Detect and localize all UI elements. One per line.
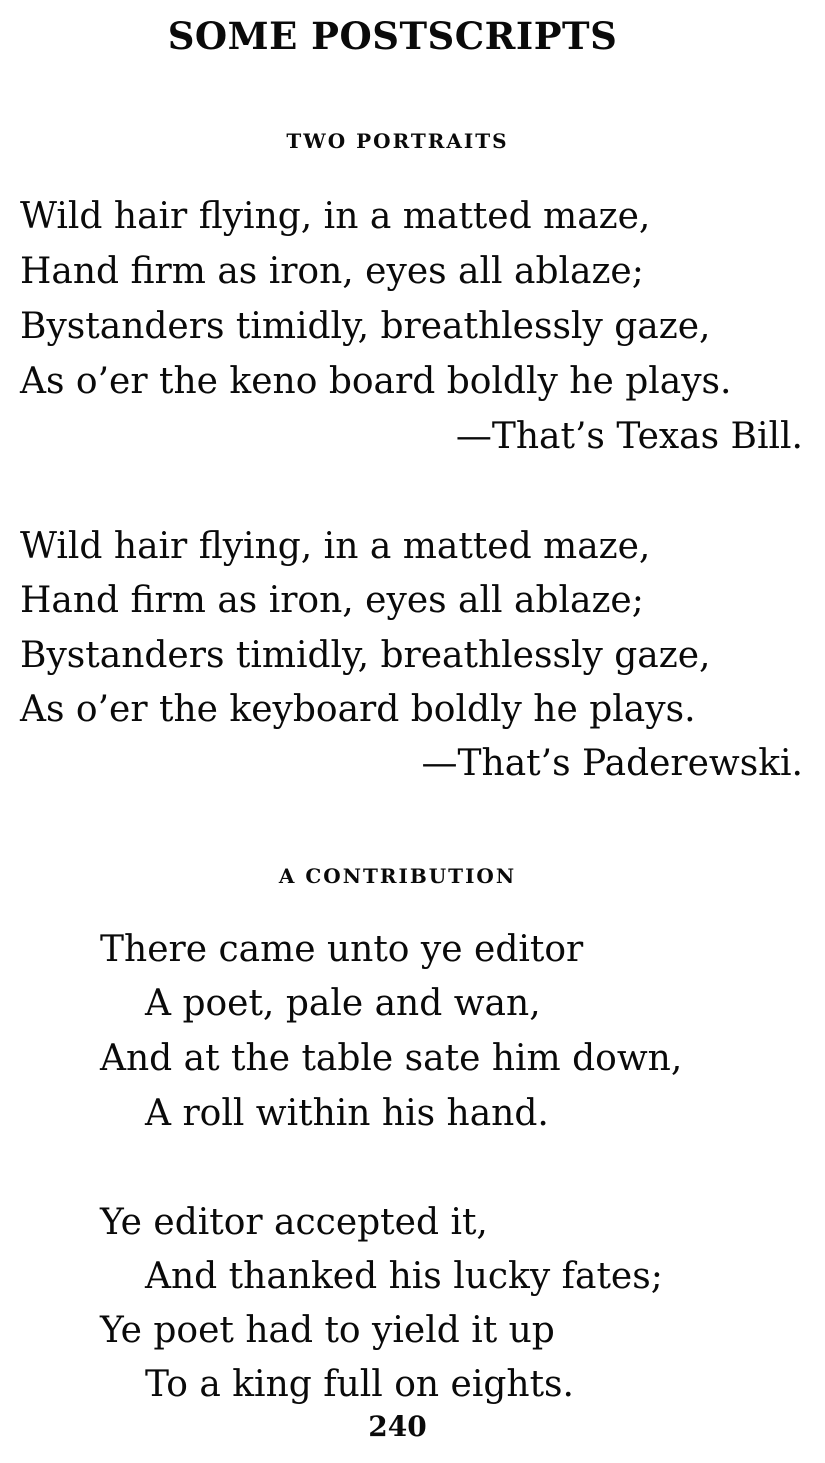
verse-line: There came unto ye editor [100,929,584,970]
verse-line: Bystanders timidly, breathlessly gaze, [20,635,711,676]
verse-line: And thanked his lucky fates; [145,1256,663,1297]
verse-line: As o’er the keno board boldly he plays. [20,361,732,402]
verse-line: Hand firm as iron, eyes all ablaze; [20,580,644,621]
attribution: —That’s Texas Bill. [455,416,803,457]
verse-line: Wild hair flying, in a matted maze, [20,526,651,567]
verse-line: Ye editor accepted it, [100,1202,488,1243]
verse-line: Wild hair flying, in a matted maze, [20,196,651,237]
attribution: —That’s Paderewski. [421,743,803,784]
verse-line: Ye poet had to yield it up [100,1310,555,1351]
poem-title: TWO PORTRAITS [286,129,509,153]
verse-line: Hand firm as iron, eyes all ablaze; [20,251,644,292]
verse-line: Bystanders timidly, breathlessly gaze, [20,306,711,347]
verse-line: As o’er the keyboard boldly he plays. [20,689,696,730]
running-head: SOME POSTSCRIPTS [167,14,618,58]
verse-line: To a king full on eights. [145,1364,574,1405]
verse-line: And at the table sate him down, [100,1038,683,1079]
page-number: 240 [368,1410,427,1443]
verse-line: A roll within his hand. [145,1093,549,1134]
poem-title: A CONTRIBUTION [278,864,517,888]
verse-line: A poet, pale and wan, [145,983,541,1024]
